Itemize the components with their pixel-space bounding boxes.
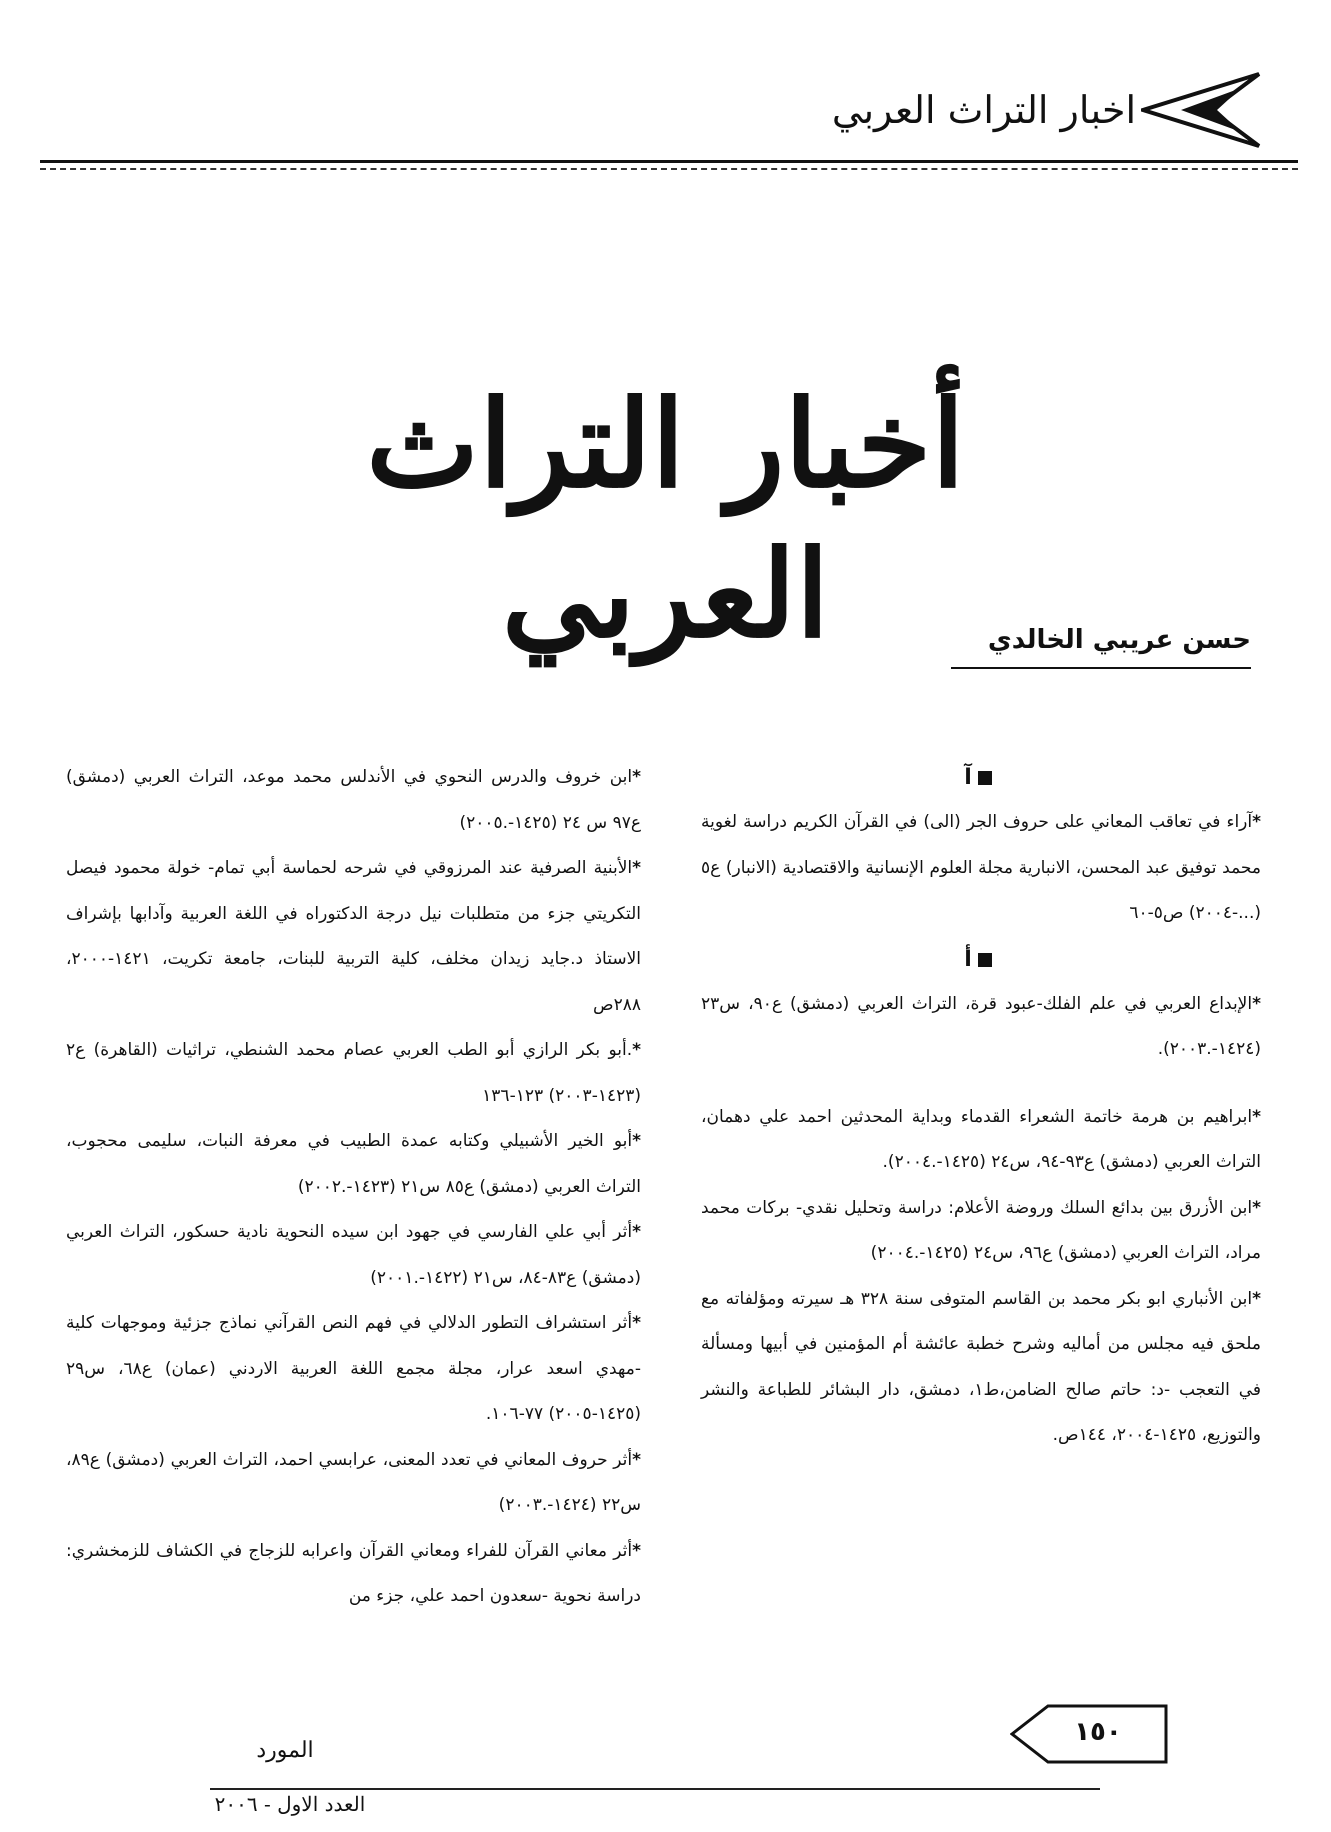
bibliography-entry: [66, 846, 641, 1028]
bibliography-entry: [701, 982, 1261, 1073]
bibliography-entry-text: .أبو بكر الرازي أبو الطب العربي عصام محمد الشنطي، تراثيات (القاهرة) ع٢ (١٤٢٣-٢٠٠٣) ١٢٣-١٣٦: [66, 1040, 641, 1106]
journal-issue: العدد الاول - ٢٠٠٦: [214, 1792, 366, 1816]
bibliography-entry: [701, 800, 1261, 937]
square-bullet-icon: [978, 771, 992, 785]
bibliography-entry: [701, 1186, 1261, 1277]
asterisk-icon: *: [1252, 1106, 1261, 1127]
right-column: [701, 755, 1261, 1459]
bibliography-entry: [66, 1210, 641, 1301]
asterisk-icon: *: [1252, 993, 1261, 1014]
asterisk-icon: *: [632, 1222, 641, 1242]
section-letter: [701, 937, 1261, 982]
page-number: ١٥٠: [1074, 1717, 1122, 1747]
section-letter-text: آ: [964, 765, 972, 790]
bibliography-entry-text: ابن الأزرق بين بدائع السلك وروضة الأعلام: دراسة وتحليل نقدي- بركات محمد مراد، التراث العربي (دمشق) ع٩٦، س٢٤ (١٤٢٥-.٢٠٠٤): [701, 1197, 1261, 1263]
bibliography-entry-text: أثر استشراف التطور الدلالي في فهم النص القرآني نماذج جزئية وموجهات كلية -مهدي اسعد عرار، مجلة مجمع اللغة العربية الاردني (عمان) ع٦٨، س٢٩ (١٤٢٥-٢٠٠٥) ٧٧-١٠٦.: [66, 1313, 641, 1424]
bibliography-entry: [66, 1438, 641, 1529]
asterisk-icon: *: [632, 1131, 641, 1151]
bibliography-entry-text: أبو الخير الأشبيلي وكتابه عمدة الطبيب في معرفة النبات، سليمى محجوب، التراث العربي (دمشق) ع٨٥ س٢١ (١٤٢٣-.٢٠٠٢): [66, 1131, 641, 1197]
bibliography-entry-text: ابن خروف والدرس النحوي في الأندلس محمد موعد، التراث العربي (دمشق) ع٩٧ س ٢٤ (١٤٢٥-.٢٠٠٥): [66, 767, 641, 833]
bibliography-entry: [66, 755, 641, 846]
bibliography-entry-text: الإبداع العربي في علم الفلك-عبود قرة، التراث العربي (دمشق) ع٩٠، س٢٣ (١٤٢٤-.٢٠٠٣).: [701, 993, 1261, 1059]
asterisk-icon: *: [632, 1449, 641, 1470]
asterisk-icon: *: [632, 1313, 641, 1333]
section-letter-text: أ: [964, 946, 972, 972]
asterisk-icon: *: [632, 1540, 641, 1561]
bibliography-entry: [66, 1529, 641, 1620]
header-rule: [40, 160, 1298, 163]
asterisk-icon: *: [632, 1040, 641, 1060]
page-title: أخبار التراث العربي: [366, 374, 965, 665]
journal-name: المورد: [256, 1738, 314, 1763]
asterisk-icon: *: [1252, 812, 1261, 832]
bibliography-entry-text: آراء في تعاقب المعاني على حروف الجر (الى) في القرآن الكريم دراسة لغوية محمد توفيق عبد المحسن، الانبارية مجلة العلوم الإنسانية والاقتصادية (الانبار) ع٥ (...-٢٠٠٤) ص٥-٦٠: [701, 812, 1261, 923]
section-letter: [701, 755, 1261, 800]
bibliography-entry: [66, 1028, 641, 1119]
bibliography-entry-text: الأبنية الصرفية عند المرزوقي في شرحه لحماسة أبي تمام- خولة محمود فيصل التكريتي جزء من متطلبات نيل درجة الدكتوراه في اللغة العربية وآدابها بإشراف الاستاذ د.جايد زيدان مخلف، كلية التربية للبنات، جامعة تكريت، ١٤٢١-٢٠٠٠، ٢٨٨ص: [66, 858, 641, 1015]
left-column: [66, 755, 641, 1620]
square-bullet-icon: [978, 953, 992, 967]
header-rule-dashed: [40, 168, 1298, 170]
running-header: [831, 62, 1261, 152]
asterisk-icon: *: [1252, 1197, 1261, 1218]
author-name: حسن عريبي الخالدي: [987, 625, 1251, 655]
asterisk-icon: *: [632, 767, 641, 787]
bibliography-entry-text: ابن الأنباري ابو بكر محمد بن القاسم المتوفى سنة ٣٢٨ هـ سيرته ومؤلفاته مع ملحق فيه مجلس من أماليه وشرح خطبة عائشة أم المؤمنين في أبيها ومسألة في التعجب -د: حاتم صالح الضامن،ط١، دمشق، دار البشائر للطباعة والنشر والتوزيع، ١٤٢٥-٢٠٠٤، ١٤٤ص.: [701, 1288, 1261, 1445]
footer-rule: [210, 1788, 1100, 1790]
bibliography-entry-text: أثر أبي علي الفارسي في جهود ابن سيده النحوية نادية حسكور، التراث العربي (دمشق) ع٨٣-٨٤، س٢١ (١٤٢٢-.٢٠٠١): [66, 1222, 641, 1288]
running-header-title: اخبار التراث العربي: [831, 88, 1136, 132]
asterisk-icon: *: [1252, 1288, 1261, 1309]
bibliography-entry-text: أثر حروف المعاني في تعدد المعنى، عرابسي احمد، التراث العربي (دمشق) ع٨٩، س٢٢ (١٤٢٤-.٢٠٠٣): [66, 1449, 641, 1515]
arrow-emblem-icon: [1141, 70, 1261, 150]
asterisk-icon: *: [632, 858, 641, 878]
author-underline: [951, 667, 1251, 669]
bibliography-entry-text: أثر معاني القرآن للفراء ومعاني القرآن واعرابه للزجاج في الكشاف للزمخشري: دراسة نحوية -سعدون احمد علي، جزء من: [66, 1540, 641, 1606]
bibliography-entry: [66, 1301, 641, 1438]
bibliography-entry: [701, 1095, 1261, 1186]
bibliography-entry: [66, 1119, 641, 1210]
entry-spacer: [701, 1073, 1261, 1095]
bibliography-entry: [701, 1277, 1261, 1459]
bibliography-entry-text: ابراهيم بن هرمة خاتمة الشعراء القدماء وبداية المحدثين احمد علي دهمان، التراث العربي (دمشق) ع٩٣-٩٤، س٢٤ (١٤٢٥-.٢٠٠٤).: [701, 1106, 1261, 1172]
